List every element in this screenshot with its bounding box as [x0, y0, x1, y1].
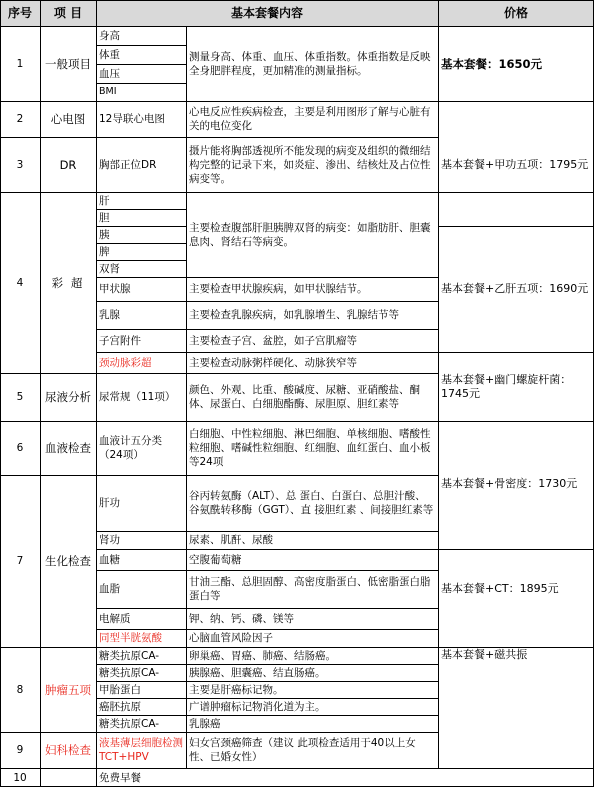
- sub-item: 12导联心电图: [99, 113, 165, 125]
- category-name: 一般项目: [45, 56, 91, 71]
- sub-item: 体重: [99, 48, 120, 61]
- sub-item: 糖类抗原CA-: [99, 649, 160, 662]
- price-option: 基本套餐+甲功五项：1795元: [441, 157, 589, 171]
- header-content: 基本套餐内容: [96, 0, 438, 26]
- sub-item: 双肾: [99, 262, 120, 275]
- row-no: 7: [16, 555, 24, 567]
- category-name: DR: [59, 157, 77, 172]
- description: 主要检查甲状腺疾病，如甲状腺结节。: [189, 283, 368, 295]
- row-no: 8: [16, 683, 24, 696]
- price-option: 基本套餐+骨密度：1730元: [441, 477, 578, 490]
- header-item: 项 目: [40, 0, 96, 26]
- description: 主要检查动脉粥样硬化、动脉狭窄等: [189, 356, 357, 369]
- sub-item: 糖类抗原CA-: [99, 666, 160, 679]
- category-name: 妇科检查: [45, 743, 91, 757]
- description: 主要是肝癌标记物。: [189, 683, 284, 696]
- sub-item: 肝功: [99, 497, 120, 509]
- sub-item: 血压: [99, 67, 120, 80]
- description: 妇女宫颈癌筛查（建议 此项检查适用于40以上女性、已婚女性）: [189, 737, 416, 763]
- sub-item: 电解质: [99, 612, 131, 625]
- description: 摄片能将胸部透视所不能发现的病变及组织的微细结构完整的记录下来，如炎症、渗出、结核灶及占位性病变等。: [189, 144, 431, 185]
- price-option: 基本套餐+乙肝五项：1690元: [441, 282, 589, 295]
- category-name: 彩 超: [51, 275, 85, 290]
- category-name: 肿瘤五项: [45, 682, 91, 697]
- description: 空腹葡萄糖: [189, 553, 242, 566]
- header-no: 序号: [0, 0, 40, 26]
- sub-item: 甲胎蛋白: [99, 683, 141, 696]
- description: 谷丙转氨酶（ALT）、总 蛋白、白蛋白、总胆汁酸、谷氨酰转移酶（GGT）、直 接胆红素 、间接胆红素等: [189, 490, 434, 516]
- sub-item: 液基薄层细胞检测 TCT+HPV: [99, 737, 183, 763]
- price-option: 基本套餐+磁共振: [441, 648, 528, 661]
- sub-item: 血糖: [99, 553, 120, 566]
- category-name: 心电图: [50, 112, 86, 126]
- description: 主要检查乳腺疾病，如乳腺增生、乳腺结节等: [189, 309, 399, 321]
- row-no: 6: [16, 442, 24, 454]
- description: 尿素、肌酐、尿酸: [189, 534, 273, 546]
- sub-item: 肝: [99, 194, 110, 207]
- row-no: 2: [16, 113, 24, 125]
- category-name: 生化检查: [45, 554, 91, 568]
- row-no: 3: [16, 158, 24, 171]
- sub-item: 乳腺: [99, 309, 120, 321]
- sub-item: 甲状腺: [99, 283, 131, 295]
- sub-item: 身高: [99, 29, 120, 42]
- sub-item: 肾功: [99, 534, 120, 546]
- sub-item: 尿常规（11项）: [99, 391, 176, 403]
- sub-item: 血脂: [99, 583, 120, 595]
- description: 测量身高、体重、血压、体重指数。体重指数是反映全身肥胖程度，更加精准的测量指标。: [189, 50, 431, 77]
- sub-item: 胆: [99, 211, 110, 224]
- description: 主要检查腹部肝胆胰脾双肾的病变：如脂肪肝、胆囊息肉、肾结石等病变。: [189, 221, 431, 248]
- row-no: 10: [13, 771, 27, 784]
- row-no: 9: [16, 744, 24, 756]
- description: 钾、纳、钙、磷、镁等: [189, 612, 294, 625]
- price-basic: 基本套餐：1650元: [441, 56, 543, 71]
- description: 甘油三酯、总胆固醇、高密度脂蛋白、低密脂蛋白脂蛋白等: [189, 576, 431, 602]
- sub-item: 糖类抗原CA-: [99, 717, 160, 730]
- price-option: 基本套餐+幽门螺旋杆菌：1745元: [441, 372, 572, 400]
- sub-item: BMI: [99, 86, 117, 97]
- sub-item: 子宫附件: [99, 334, 141, 347]
- price-option: 基本套餐+CT：1895元: [441, 582, 559, 595]
- category-name: 血液检查: [45, 441, 91, 455]
- description: 胰腺癌、胆囊癌、结直肠癌。: [189, 666, 326, 679]
- description: 心脑血管风险因子: [189, 632, 273, 644]
- row-no: 4: [16, 276, 24, 289]
- category-name: 尿液分析: [45, 390, 91, 404]
- description: 白细胞、中性粒细胞、淋巴细胞、单核细胞、嗜酸性粒细胞、嗜碱性粒细胞、红细胞、血红蛋白、血小板等24项: [189, 428, 431, 468]
- sub-item: 胰: [99, 228, 110, 241]
- sub-item: 脾: [99, 245, 110, 258]
- sub-item: 同型半胱氨酸: [99, 632, 162, 644]
- sub-item: 胸部正位DR: [99, 158, 157, 171]
- description: 颜色、外观、比重、酸碱度、尿糖、亚硝酸盐、酮体、尿蛋白、白细胞酯酶、尿胆原、胆红素等: [189, 384, 420, 410]
- row-no: 5: [16, 391, 24, 403]
- sub-item: 免费早餐: [99, 771, 141, 784]
- description: 卵巢癌、胃癌、肺癌、结肠癌。: [189, 649, 336, 662]
- description: 心电反应性疾病检查，主要是利用图形了解与心脏有关的电位变化: [189, 106, 431, 132]
- description: 主要检查子宫、盆腔，如子宫肌瘤等: [189, 334, 357, 347]
- row-no: 1: [16, 57, 24, 70]
- sub-item: 血液计五分类（24项）: [99, 435, 162, 461]
- sub-item: 颈动脉彩超: [99, 356, 152, 369]
- description: 广谱肿瘤标记物消化道为主。: [189, 700, 326, 713]
- description: 乳腺癌: [189, 717, 221, 730]
- sub-item: 癌胚抗原: [99, 700, 141, 713]
- header-price: 价格: [438, 0, 594, 26]
